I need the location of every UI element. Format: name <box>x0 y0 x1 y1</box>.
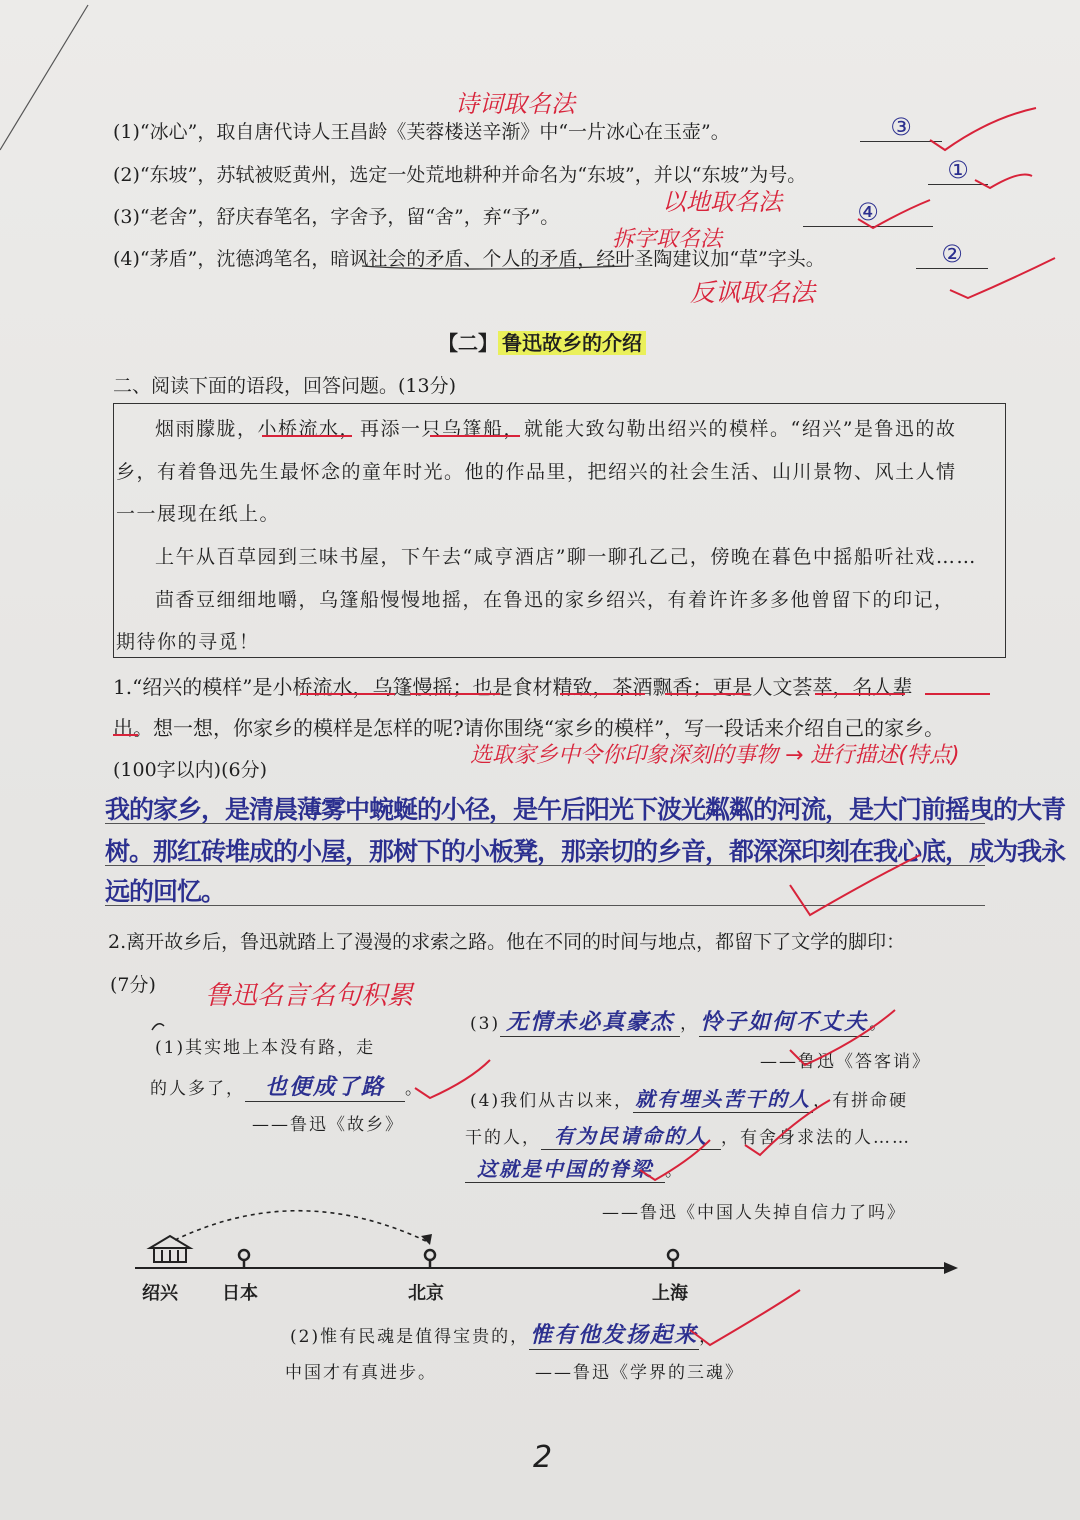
sub1-answer-line-3: 远的回忆。 <box>105 877 226 906</box>
check-icon <box>950 258 1055 298</box>
q1-prefix2: 的人多了， <box>150 1079 245 1099</box>
passage-line-2: 乡，有着鲁迅先生最怀念的童年时光。他的作品里，把绍兴的社会生活、山川景物、风土人情 <box>116 461 957 483</box>
q2-source: ——鲁迅《学界的三魂》 <box>535 1363 744 1383</box>
sub1-answer-line-2: 树。那红砖堆成的小屋，那树下的小板凳，那亲切的乡音，都深深印刻在我心底，成为我永 <box>105 837 1066 866</box>
item-3: (3)“老舍”，舒庆春笔名，字舍予，留“舍”，弃“予”。 <box>113 206 560 228</box>
q4-source: ——鲁迅《中国人失掉自信力了吗》 <box>602 1203 906 1223</box>
answer-2: ① <box>928 156 988 185</box>
answer-1: ③ <box>860 113 942 142</box>
q3-prefix: (3) <box>470 1014 501 1034</box>
passage-line-6: 期待你的寻觅！ <box>116 631 260 653</box>
answer-3: ④ <box>803 198 933 227</box>
item-1: (1)“冰心”，取自唐代诗人王昌龄《芙蓉楼送辛渐》中“一片冰心在玉壶”。 <box>113 121 730 143</box>
check-icon <box>745 1100 830 1155</box>
q2-line-2: 中国才有真进步。 <box>285 1363 437 1383</box>
q3-source: ——鲁迅《答客诮》 <box>760 1052 931 1072</box>
q3-suffix: 。 <box>869 1014 889 1034</box>
location-pin-icon <box>425 1250 435 1268</box>
sub2-annotation: 鲁迅名言名句积累 <box>205 981 414 1011</box>
passage-line-5: 茴香豆细细地嚼，乌篷船慢慢地摇，在鲁迅的家乡绍兴，有着许许多多他曾留下的印记， <box>155 589 955 611</box>
q4-mid2: ，有舍身求法的人…… <box>721 1128 911 1148</box>
check-icon <box>790 855 920 915</box>
item-2: (2)“东坡”，苏轼被贬黄州，选定一处荒地耕种并命名为“东坡”，并以“东坡”为号。 <box>113 164 807 186</box>
q4-mid: ，有拼命硬 <box>813 1091 909 1111</box>
q2-answer: 惟有他发扬起来 <box>529 1318 699 1350</box>
q4-answer-3: 这就是中国的脊梁 <box>465 1153 665 1183</box>
passage-line-4: 上午从百草园到三味书屋，下午去“咸亨酒店”聊一聊孔乙己，傍晚在暮色中摇船听社戏…… <box>155 546 977 568</box>
q3-answer-1: 无情未必真豪杰 <box>500 1005 680 1037</box>
q4-suffix: 。 <box>665 1161 684 1181</box>
section-title-text: 鲁迅故乡的介绍 <box>498 331 646 355</box>
sub1-line-2: 出。想一想，你家乡的模样是怎样的呢?请你围绕“家乡的模样”，写一段话来介绍自己的家乡。 <box>113 716 945 740</box>
pen-mark <box>152 1024 164 1030</box>
check-icon <box>690 1290 800 1345</box>
q3-answer-2: 怜子如何不丈夫 <box>699 1005 869 1037</box>
check-icon <box>790 1010 895 1065</box>
annotation-fanfeng: 反讽取名法 <box>690 278 816 307</box>
q3-sep: ， <box>680 1014 700 1034</box>
location-pin-icon <box>668 1250 678 1268</box>
sub1-answer-line-1: 我的家乡，是清晨薄雾中蜿蜒的小径，是午后阳光下波光粼粼的河流，是大门前摇曳的大青 <box>105 795 1066 824</box>
timeline-label-shanghai: 上海 <box>652 1283 688 1304</box>
check-icon <box>930 108 1036 150</box>
answer-4: ② <box>916 240 988 269</box>
check-icon <box>415 1060 490 1098</box>
q4-answer-2: 有为民请命的人 <box>541 1120 721 1150</box>
item-4: (4)“茅盾”，沈德鸿笔名，暗讽社会的矛盾、个人的矛盾，经叶圣陶建议加“草”字头。 <box>113 248 825 270</box>
annotation-shici: 诗词取名法 <box>455 90 575 118</box>
passage-line-3: 一一展现在纸上。 <box>116 503 281 525</box>
q4-prefix2: 干的人， <box>465 1128 541 1148</box>
q4-answer-1: 就有埋头苦干的人 <box>633 1083 813 1113</box>
building-icon <box>150 1236 190 1262</box>
location-pin-icon <box>239 1250 249 1268</box>
passage-line-1: 烟雨朦胧，小桥流水，再添一只乌篷船，就能大致勾勒出绍兴的模样。“绍兴”是鲁迅的故 <box>155 418 957 440</box>
q1-suffix: 。 <box>405 1079 424 1099</box>
page-number: 2 <box>533 1440 553 1475</box>
q2-suffix: ， <box>699 1327 719 1347</box>
timeline-label-shaoxing: 绍兴 <box>142 1283 178 1304</box>
check-icon <box>640 1140 710 1180</box>
journey-arc <box>175 1211 430 1243</box>
sub1-annotation: 选取家乡中令你印象深刻的事物 → 进行描述(特点) <box>470 743 960 768</box>
timeline-label-beijing: 北京 <box>408 1283 444 1304</box>
q1-answer: 也便成了路 <box>245 1070 405 1102</box>
check-icon <box>858 200 930 228</box>
edge-line <box>0 5 88 150</box>
annotation-yidi: 以地取名法 <box>662 188 782 216</box>
section-bracket: 【二】 <box>438 331 498 355</box>
q2-prefix: (2)惟有民魂是值得宝贵的， <box>290 1327 530 1347</box>
check-icon <box>975 175 1032 189</box>
q1-source: ——鲁迅《故乡》 <box>252 1115 404 1135</box>
sub1-line-1: 1.“绍兴的模样”是小桥流水，乌篷慢摇；也是食材精致，茶酒飘香；更是人文荟萃，名人辈 <box>113 675 913 699</box>
sub2-score: (7分) <box>110 974 156 996</box>
timeline-arrow-icon <box>944 1262 958 1274</box>
timeline-label-japan: 日本 <box>222 1283 258 1304</box>
q1-prefix: (1)其实地上本没有路，走 <box>155 1038 376 1058</box>
q4-prefix: (4)我们从古以来， <box>470 1091 634 1111</box>
underline-mark <box>362 266 628 269</box>
question2-heading: 二、阅读下面的语段，回答问题。(13分) <box>113 375 457 397</box>
sub2-line-1: 2.离开故乡后，鲁迅就踏上了漫漫的求索之路。他在不同的时间与地点，都留下了文学的脚印： <box>108 931 906 953</box>
annotation-chaizi: 拆字取名法 <box>612 227 723 252</box>
sub1-line-3: (100字以内)(6分) <box>113 759 268 781</box>
